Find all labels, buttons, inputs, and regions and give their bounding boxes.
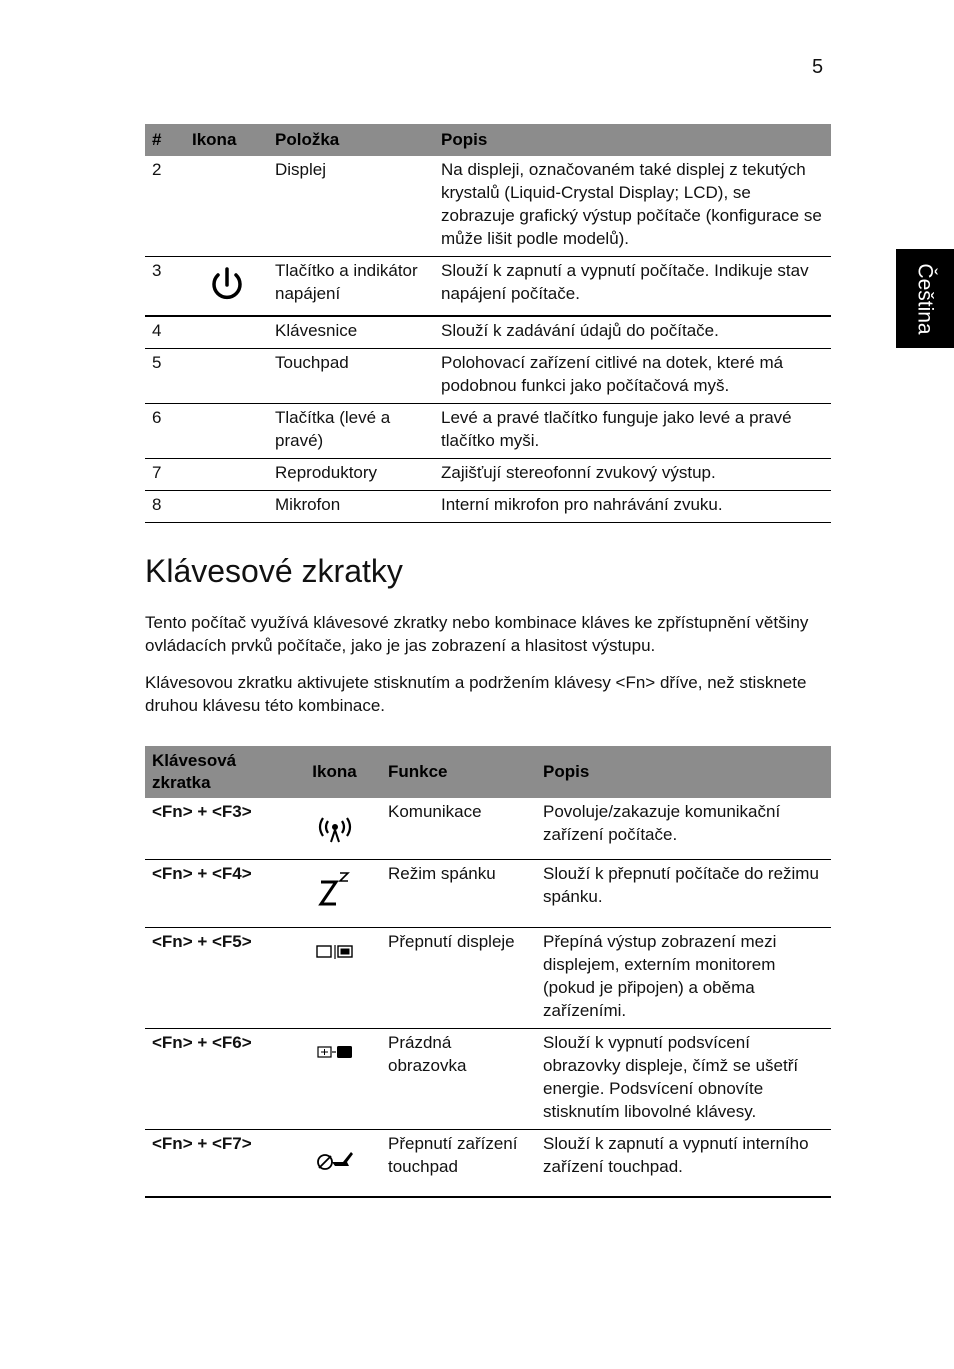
row-hotkey: <Fn> + <F7> (145, 1130, 288, 1198)
row-icon (185, 404, 268, 459)
table-row (145, 860, 831, 928)
row-number: 4 (145, 316, 185, 349)
row-description: Zajišťují stereofonní zvukový výstup. (434, 459, 831, 491)
header-description: Popis (434, 124, 831, 156)
screen-blank-icon (317, 1045, 353, 1059)
row-function: Režim spánku (381, 860, 536, 928)
row-description: Slouží k zapnutí a vypnutí počítače. Indikuje stav napájení počítače. (434, 257, 831, 317)
row-number: 6 (145, 404, 185, 459)
row-function: Přepnutí zařízení touchpad (381, 1130, 536, 1198)
row-description: Slouží k zadávání údajů do počítače. (434, 316, 831, 349)
sleep-icon (318, 870, 352, 908)
hotkeys-table (145, 746, 831, 1198)
row-icon (288, 860, 381, 928)
row-item: Reproduktory (268, 459, 434, 491)
header-number: # (145, 124, 185, 156)
row-item: Displej (268, 156, 434, 257)
table-row (145, 316, 831, 349)
table-row (145, 349, 831, 404)
row-description: Interní mikrofon pro nahrávání zvuku. (434, 491, 831, 523)
row-description: Levé a pravé tlačítko funguje jako levé a pravé tlačítko myši. (434, 404, 831, 459)
row-description: Na displeji, označovaném také displej z tekutých krystalů (Liquid-Crystal Display; LCD), se zobrazuje grafický výstup počítače (konfigurace se může lišit podle modelů). (434, 156, 831, 257)
row-hotkey: <Fn> + <F5> (145, 928, 288, 1029)
row-icon (288, 928, 381, 1029)
table-row (145, 459, 831, 491)
row-description: Přepíná výstup zobrazení mezi displejem, externím monitorem (pokud je připojen) a oběma zařízeními. (536, 928, 831, 1029)
row-item: Tlačítka (levé a pravé) (268, 404, 434, 459)
row-item: Touchpad (268, 349, 434, 404)
table-row (145, 156, 831, 257)
table-row (145, 928, 831, 1029)
row-description: Slouží k přepnutí počítače do režimu spánku. (536, 860, 831, 928)
table-row (145, 491, 831, 523)
row-icon (185, 156, 268, 257)
row-hotkey: <Fn> + <F3> (145, 798, 288, 860)
header-icon: Ikona (185, 124, 268, 156)
header-icon: Ikona (288, 746, 381, 798)
row-icon (185, 257, 268, 317)
touchpad-toggle-icon (315, 1148, 355, 1172)
intro-paragraph: Tento počítač využívá klávesové zkratky nebo kombinace kláves ke zpřístupnění většiny ovládacích prvků počítače, jako je jas zobrazení a hlasitost výstupu. (145, 613, 809, 655)
header-function: Funkce (381, 746, 536, 798)
power-icon (208, 265, 246, 305)
row-number: 7 (145, 459, 185, 491)
row-description: Slouží k vypnutí podsvícení obrazovky displeje, čímž se ušetří energie. Podsvícení obnovíte stisknutím libovolné klávesy. (536, 1029, 831, 1130)
header-hotkey: Klávesová zkratka (145, 746, 288, 798)
row-item: Tlačítko a indikátor napájení (268, 257, 434, 317)
hotkeys-header-row (145, 746, 831, 798)
language-tab (896, 249, 954, 348)
row-number: 8 (145, 491, 185, 523)
wireless-icon (315, 814, 355, 844)
row-function: Přepnutí displeje (381, 928, 536, 1029)
language-tab-label: Čeština (914, 262, 938, 335)
row-item: Mikrofon (268, 491, 434, 523)
table-row (145, 798, 831, 860)
row-number: 2 (145, 156, 185, 257)
row-number: 3 (145, 257, 185, 317)
table-row (145, 404, 831, 459)
row-description: Slouží k zapnutí a vypnutí interního zařízení touchpad. (536, 1130, 831, 1198)
display-toggle-icon (316, 944, 354, 960)
row-item: Klávesnice (268, 316, 434, 349)
table-row (145, 1029, 831, 1130)
row-icon (288, 798, 381, 860)
components-table (145, 124, 831, 523)
row-icon (185, 316, 268, 349)
row-icon (288, 1130, 381, 1198)
row-icon (288, 1029, 381, 1130)
page-number: 5 (812, 56, 824, 78)
components-header-row (145, 124, 831, 156)
header-description: Popis (536, 746, 831, 798)
row-number: 5 (145, 349, 185, 404)
row-description: Povoluje/zakazuje komunikační zařízení počítače. (536, 798, 831, 860)
row-function: Komunikace (381, 798, 536, 860)
row-icon (185, 459, 268, 491)
instruction-paragraph: Klávesovou zkratku aktivujete stisknutím a podržením klávesy <Fn> dříve, než stisknete druhou klávesu této kombinace. (145, 673, 807, 715)
row-icon (185, 491, 268, 523)
row-icon (185, 349, 268, 404)
row-hotkey: <Fn> + <F4> (145, 860, 288, 928)
row-hotkey: <Fn> + <F6> (145, 1029, 288, 1130)
header-item: Položka (268, 124, 434, 156)
table-row (145, 1130, 831, 1198)
row-function: Prázdná obrazovka (381, 1029, 536, 1130)
section-title: Klávesové zkratky (145, 553, 403, 589)
row-description: Polohovací zařízení citlivé na dotek, které má podobnou funkci jako počítačová myš. (434, 349, 831, 404)
table-row (145, 257, 831, 317)
